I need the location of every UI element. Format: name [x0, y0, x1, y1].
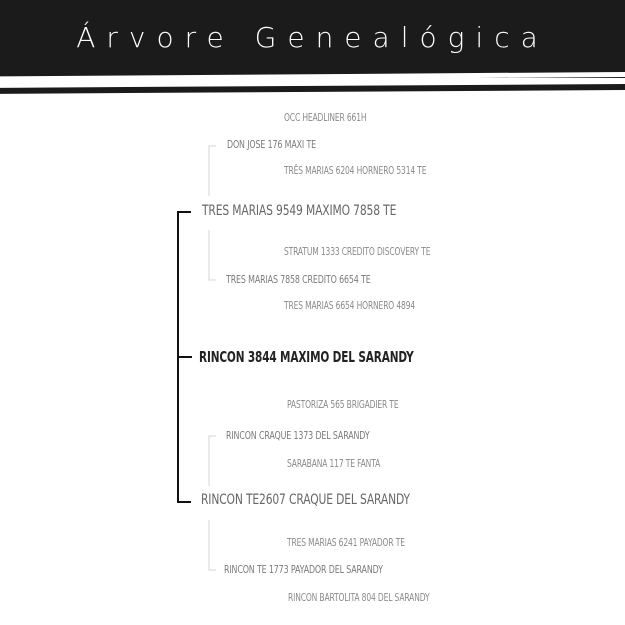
- dam-sire-connector-line: [209, 436, 216, 486]
- node-dam-sire-dam: SARABANA 117 TE FANTA: [287, 458, 381, 470]
- page-title: Árvore Genealógica: [76, 21, 549, 54]
- node-dam-sire-sire: PASTORIZA 565 BRIGADIER TE: [287, 399, 399, 411]
- node-sire: TRES MARIAS 9549 MAXIMO 7858 TE: [202, 203, 397, 219]
- node-sire-dam-dam: TRES MARIAS 6654 HORNERO 4894: [284, 300, 416, 312]
- node-sire-dam: TRES MARIAS 7858 CREDITO 6654 TE: [226, 273, 371, 286]
- node-dam-dam-sire: TRES MARIAS 6241 PAYADOR TE: [287, 537, 405, 549]
- node-dam: RINCON TE2607 CRAQUE DEL SARANDY: [201, 492, 410, 508]
- sire-sire-connector-line: [209, 146, 216, 196]
- dam-dam-connector-line: [209, 520, 216, 570]
- node-sire-dam-sire: STRATUM 1333 CREDITO DISCOVERY TE: [284, 246, 431, 258]
- node-sire-sire-sire: OCC HEADLINER 661H: [284, 112, 367, 124]
- node-sire-sire-dam: TRÊS MARIAS 6204 HORNERO 5314 TE: [284, 165, 427, 177]
- sire-dam-connector-line: [209, 230, 216, 280]
- node-dam-sire: RINCON CRAQUE 1373 DEL SARANDY: [226, 429, 370, 442]
- node-sire-sire: DON JOSE 176 MAXI TE: [227, 138, 317, 151]
- node-dam-dam: RINCON TE 1773 PAYADOR DEL SARANDY: [224, 563, 383, 576]
- node-dam-dam-dam: RINCON BARTOLITA 804 DEL SARANDY: [288, 592, 430, 604]
- node-subject: RINCON 3844 MAXIMO DEL SARANDY: [199, 348, 414, 366]
